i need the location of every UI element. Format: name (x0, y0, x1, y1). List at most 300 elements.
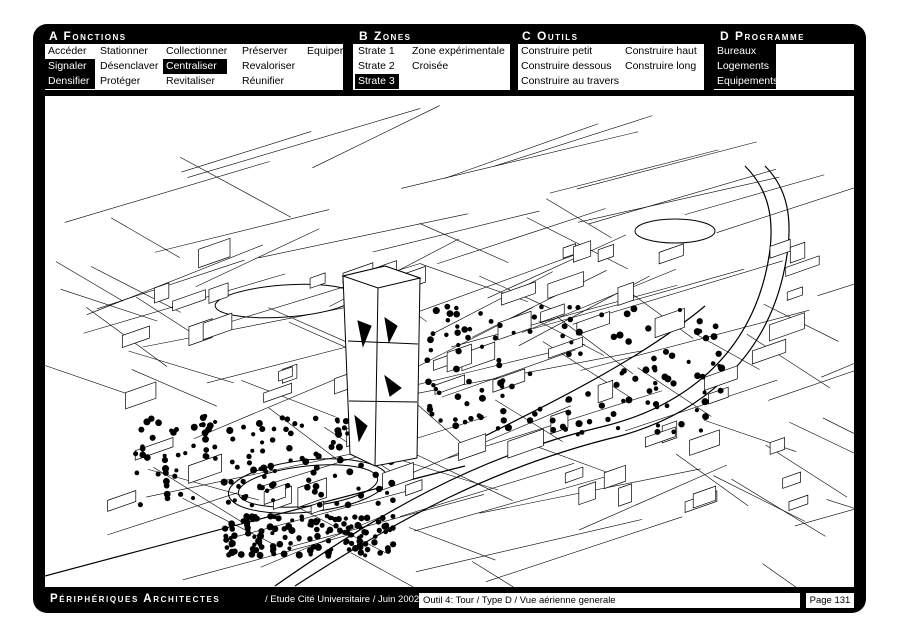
tree (233, 498, 237, 502)
tree (345, 502, 352, 509)
tree (256, 420, 263, 427)
tree (221, 479, 228, 486)
tree (380, 515, 386, 521)
fonction-signaler[interactable]: Signaler (45, 59, 95, 74)
tree (463, 420, 468, 425)
tree (272, 427, 277, 432)
tree (532, 411, 538, 417)
tree (300, 423, 304, 427)
tree (505, 424, 512, 431)
tree (272, 514, 277, 519)
tree (313, 416, 319, 422)
tree (150, 435, 156, 441)
aerial-view (45, 96, 854, 587)
tree (176, 453, 181, 458)
fonction-revitaliser[interactable]: Revitaliser (166, 75, 216, 87)
street-line (494, 116, 653, 167)
tree (207, 422, 214, 429)
outil-construire-long[interactable]: Construire long (625, 60, 697, 72)
tree (318, 492, 324, 498)
tree (191, 496, 195, 500)
tree (642, 366, 649, 373)
tree (290, 518, 294, 522)
tree (226, 500, 231, 505)
tree (651, 356, 657, 362)
tree (563, 427, 568, 432)
tree (455, 393, 462, 400)
tree (344, 516, 348, 520)
tree (183, 451, 187, 455)
tree (654, 386, 659, 391)
tree (387, 527, 392, 532)
building-block (604, 465, 625, 488)
tree (247, 460, 252, 465)
tree (678, 308, 682, 312)
street-line (717, 180, 854, 233)
tree (697, 329, 702, 334)
tree (296, 552, 303, 559)
tree (500, 394, 504, 398)
tree (285, 483, 290, 488)
tree (711, 361, 716, 366)
tree (212, 444, 217, 449)
tree (334, 427, 341, 434)
building-block (770, 438, 784, 455)
street-line (410, 406, 571, 474)
tree (269, 466, 273, 470)
fonction-densifier[interactable]: Densifier (45, 74, 95, 89)
tree (336, 516, 342, 522)
street-line (312, 106, 439, 168)
tree (344, 539, 350, 545)
tree (624, 310, 631, 317)
tree (203, 414, 208, 419)
tree (358, 549, 364, 555)
tree (702, 413, 709, 420)
tree (241, 479, 246, 484)
tree (191, 444, 196, 449)
tree (326, 538, 331, 543)
tree (165, 496, 171, 502)
street-line (259, 214, 468, 258)
tree (138, 427, 144, 433)
tree (575, 420, 582, 427)
tree (452, 422, 459, 429)
tree (260, 448, 265, 453)
street-line (409, 527, 495, 560)
tree (230, 460, 235, 465)
tree (238, 551, 245, 558)
tree (250, 503, 254, 507)
tree (317, 502, 323, 508)
tree (575, 305, 580, 310)
tree (479, 395, 486, 402)
tree (270, 531, 274, 535)
tree (245, 530, 251, 536)
street-line (180, 157, 290, 217)
tree (655, 405, 659, 409)
street-line (65, 161, 270, 222)
tree (388, 480, 395, 487)
tree (304, 484, 310, 490)
tree (699, 428, 703, 432)
tree (614, 382, 620, 388)
tree (373, 534, 378, 539)
tree (444, 304, 450, 310)
building-block (787, 287, 802, 301)
fonction-desenclaver[interactable]: Désenclaver (100, 60, 159, 72)
tree (225, 545, 230, 550)
fonction-stationner[interactable]: Stationner (100, 45, 148, 57)
tree (539, 305, 544, 310)
programme-equipements[interactable]: Equipements (714, 74, 776, 89)
tree (654, 429, 660, 435)
tree (645, 325, 651, 331)
zone-croisee[interactable]: Croisée (412, 60, 449, 72)
building-block (493, 369, 525, 392)
tree (282, 526, 287, 531)
tree (135, 471, 140, 476)
building-block (108, 491, 136, 512)
tree (496, 426, 500, 430)
tree (267, 523, 274, 530)
tree (447, 310, 454, 317)
outil-construire-au-travers[interactable]: Construire au travers (521, 75, 620, 87)
tree (427, 336, 434, 343)
tree (538, 407, 543, 412)
outil-construire-petit[interactable]: Construire petit (521, 45, 593, 57)
tree (222, 525, 228, 531)
tree (616, 426, 620, 430)
tree (565, 410, 571, 416)
tree (461, 326, 468, 333)
aerial-view-drawing (45, 96, 854, 587)
street-line (56, 261, 123, 301)
tree (566, 351, 572, 357)
tree (312, 489, 318, 495)
outil-construire-haut[interactable]: Construire haut (625, 45, 697, 57)
outil-construire-dessous[interactable]: Construire dessous (521, 60, 612, 72)
section-c-title: C Outils (518, 29, 596, 43)
tree (288, 430, 294, 436)
tree (694, 372, 701, 379)
tower (343, 266, 420, 466)
building-block (203, 313, 232, 340)
building-block (579, 482, 596, 505)
tree (336, 444, 343, 451)
tree (358, 525, 362, 529)
tree (287, 546, 291, 550)
tree (341, 521, 346, 526)
tree (280, 415, 285, 420)
tree (703, 335, 709, 341)
zone-strate-1[interactable]: Strate 1 (358, 45, 395, 57)
tree (468, 327, 473, 332)
tree (630, 305, 637, 312)
tree (661, 374, 668, 381)
tree (567, 305, 572, 310)
page-number: Page 131 (806, 593, 854, 608)
tree (250, 546, 256, 552)
street-line (61, 289, 158, 321)
tree (437, 390, 442, 395)
tree (297, 537, 301, 541)
tree (363, 541, 369, 547)
street-line (789, 422, 854, 473)
tree (453, 311, 460, 318)
tree (645, 400, 650, 405)
building-block (209, 283, 228, 304)
building-block (598, 380, 613, 402)
tree (320, 523, 325, 528)
tree (164, 483, 170, 489)
fonction-equiper[interactable]: Equiper (307, 45, 344, 57)
tree (251, 432, 255, 436)
tree (346, 468, 353, 475)
tree (500, 378, 505, 383)
street-line (445, 124, 599, 179)
tree (346, 525, 351, 530)
tree (335, 417, 340, 422)
tree (376, 486, 382, 492)
tree (213, 420, 217, 424)
tree (493, 335, 498, 340)
section-a-title: A Fonctions (45, 29, 156, 43)
tree (260, 440, 264, 444)
zone-experimentale[interactable]: Zone expérimentale (412, 45, 505, 57)
tree (377, 550, 383, 556)
street-line (188, 108, 421, 177)
tree (429, 348, 433, 352)
tree (550, 427, 556, 433)
tree (433, 307, 440, 314)
tree (277, 541, 284, 548)
tree (259, 426, 265, 432)
tree (342, 530, 347, 535)
tree (229, 542, 234, 547)
tree (314, 533, 321, 540)
tree (331, 440, 336, 445)
building-block (752, 339, 785, 364)
fonction-acceder[interactable]: Accéder (48, 45, 87, 57)
tree (250, 466, 257, 473)
tree (253, 514, 257, 518)
tree (138, 502, 143, 507)
tree (244, 494, 248, 498)
street-line (181, 131, 311, 172)
tree (327, 527, 334, 534)
tree (456, 343, 460, 347)
tree (359, 534, 363, 538)
tree (250, 449, 254, 453)
tree (652, 365, 658, 371)
tree (671, 429, 676, 434)
tree (236, 484, 241, 489)
building-block (573, 241, 590, 262)
building-block (618, 282, 633, 305)
tree (611, 411, 617, 417)
building-block (334, 374, 348, 394)
tree (468, 416, 473, 421)
tree (140, 446, 146, 452)
tree (228, 520, 235, 527)
tree (270, 437, 276, 443)
tree (625, 338, 632, 345)
tree (391, 514, 396, 519)
tree (528, 371, 533, 376)
fonction-preserver[interactable]: Préserver (242, 45, 288, 57)
tree (230, 437, 235, 442)
building-block (598, 244, 613, 261)
tree (273, 469, 277, 473)
tree (717, 364, 721, 368)
tree (342, 425, 347, 430)
street-line (401, 132, 638, 189)
building-block (406, 480, 422, 496)
tree (300, 517, 305, 522)
building-block (154, 283, 168, 303)
tree (711, 333, 718, 340)
programme-logements[interactable]: Logements (714, 59, 776, 74)
tree (229, 526, 235, 532)
street-line (472, 562, 537, 587)
tree (202, 436, 209, 443)
campus-buildings (108, 238, 820, 514)
street-line (577, 142, 757, 189)
tree (703, 390, 707, 394)
street-line (129, 351, 234, 383)
tree (697, 318, 703, 324)
street-line (731, 479, 825, 536)
tree (249, 551, 256, 558)
street-line (432, 272, 553, 335)
tree (377, 528, 382, 533)
study-label: / Etude Cité Universitaire / Juin 2002 (265, 594, 420, 605)
section-a-grid (45, 44, 343, 90)
tree (663, 349, 669, 355)
street-line (373, 211, 540, 252)
tree (453, 417, 458, 422)
programme-bureaux[interactable]: Bureaux (714, 44, 776, 59)
tree (201, 422, 206, 427)
tree (283, 427, 289, 433)
tree (578, 351, 583, 356)
street-line (414, 477, 604, 531)
tree (170, 429, 177, 436)
tree (257, 552, 264, 559)
street-line (578, 177, 779, 222)
tree (381, 523, 388, 530)
tree (363, 530, 368, 535)
tree (162, 457, 168, 463)
tree (178, 492, 183, 497)
tree (288, 458, 292, 462)
tree (156, 471, 161, 476)
tree (308, 552, 312, 556)
tree (223, 537, 229, 543)
tree (678, 421, 684, 427)
zone-strate-3[interactable]: Strate 3 (355, 74, 399, 89)
tree (579, 430, 584, 435)
tree (270, 548, 276, 554)
tree (258, 528, 264, 534)
tree (246, 454, 251, 459)
tree (424, 357, 430, 363)
tree (337, 528, 343, 534)
tree (350, 533, 354, 537)
building-block (548, 272, 584, 299)
street-line (486, 517, 682, 582)
tree (328, 515, 333, 520)
fonction-proteger[interactable]: Protéger (100, 75, 141, 87)
tree (647, 388, 653, 394)
tree (372, 472, 378, 478)
tree (311, 544, 317, 550)
tree (385, 548, 391, 554)
street-line (821, 326, 854, 378)
tree (466, 379, 472, 385)
tree (532, 314, 537, 319)
tree (453, 366, 460, 373)
tree (269, 482, 275, 488)
tree (333, 474, 337, 478)
tree (334, 501, 339, 506)
street-line (45, 365, 133, 395)
tree (438, 418, 442, 422)
street-line (351, 553, 456, 587)
tree (283, 535, 288, 540)
tree (358, 515, 364, 521)
tree (262, 474, 267, 479)
street-line (546, 199, 611, 238)
building-block (502, 282, 536, 305)
tree (252, 535, 256, 539)
street-line (269, 408, 337, 459)
tree (257, 484, 262, 489)
fonction-collectionner[interactable]: Collectionner (166, 45, 228, 57)
fonction-reunifier[interactable]: Réunifier (242, 75, 285, 87)
fonction-centraliser[interactable]: Centraliser (163, 59, 227, 74)
tree (431, 383, 435, 387)
tree (155, 419, 162, 426)
zone-strate-2[interactable]: Strate 2 (358, 60, 395, 72)
building-block (783, 472, 801, 488)
tree (265, 488, 270, 493)
tree (172, 474, 177, 479)
tree (670, 380, 676, 386)
tree (385, 491, 389, 495)
tree (259, 544, 265, 550)
tree (713, 323, 719, 329)
tree (300, 456, 305, 461)
street-line (550, 150, 718, 193)
tree (429, 412, 434, 417)
tree (621, 399, 625, 403)
tree (371, 539, 377, 545)
street-line (416, 519, 642, 571)
tree (313, 452, 318, 457)
tree (143, 418, 150, 425)
fonction-revaloriser[interactable]: Revaloriser (242, 60, 296, 72)
tree (611, 334, 617, 340)
building-block (769, 313, 804, 341)
building-block (199, 238, 230, 267)
building-block (789, 495, 808, 510)
tree (576, 432, 580, 436)
tree (337, 457, 344, 464)
tree (605, 417, 610, 422)
street-line (155, 210, 329, 253)
